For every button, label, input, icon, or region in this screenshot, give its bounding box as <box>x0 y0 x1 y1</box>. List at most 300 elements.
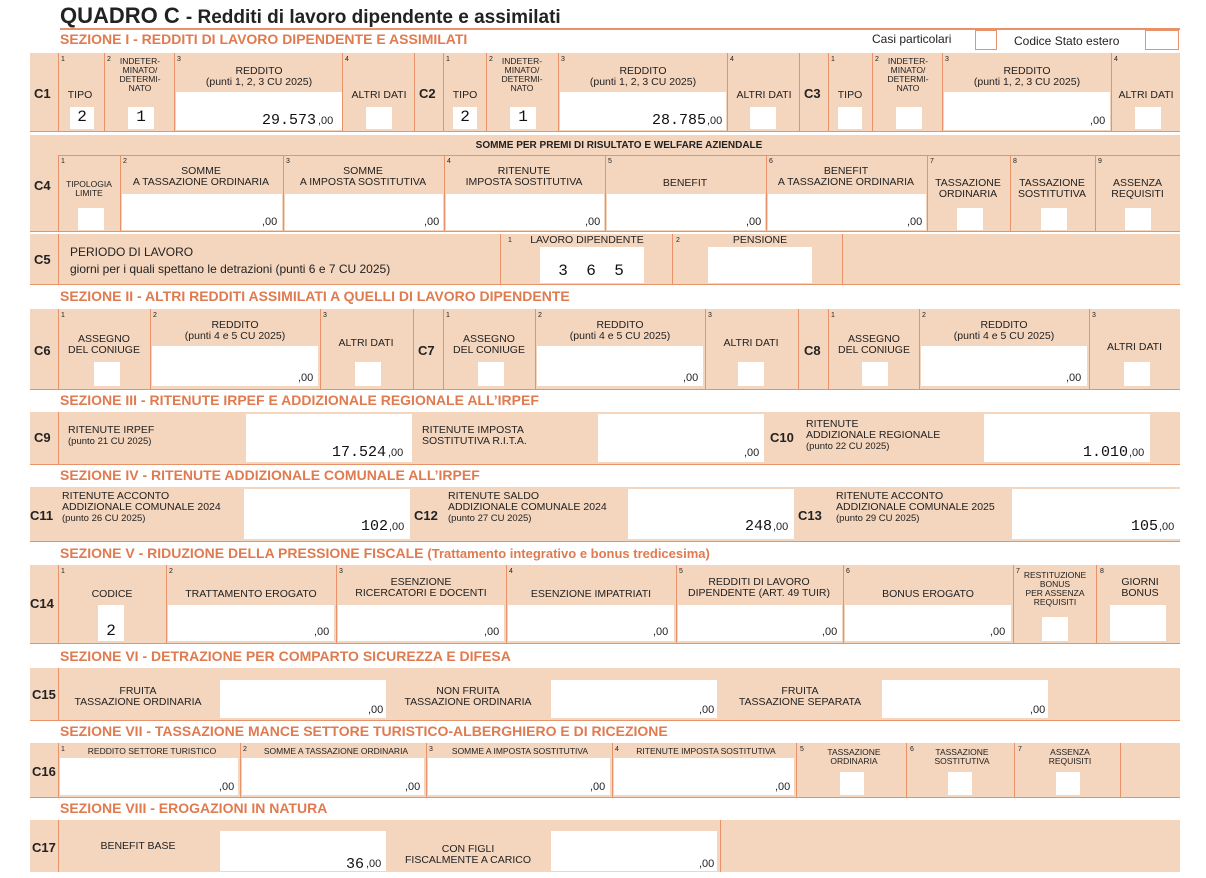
c15-non-fruita-label <box>388 686 548 708</box>
c8-reddito-1: REDDITO <box>980 319 1028 331</box>
c16-n1: 1 <box>61 746 65 753</box>
c2-tipo-label: TIPO <box>452 89 478 101</box>
c16-reddito-box[interactable] <box>60 758 238 795</box>
c4-heading-line <box>58 155 1180 156</box>
c16-tass-ord-label <box>804 748 904 766</box>
c7-reddito-1: REDDITO <box>596 319 644 331</box>
c14-n1: 1 <box>61 568 65 575</box>
c13-label-3: (punto 29 CU 2025) <box>836 513 920 524</box>
c2-reddito-punti: (punti 1, 2, 3 CU 2025) <box>589 76 697 88</box>
c5-pensione-box[interactable] <box>708 247 812 283</box>
c9-rita-label <box>422 425 592 447</box>
c16-tass-sost-label <box>912 748 1012 766</box>
row-label-c12: C12 <box>414 508 438 523</box>
c8-reddito-2: (punti 4 e 5 CU 2025) <box>953 330 1055 342</box>
c5-digit-1: 3 <box>558 262 568 280</box>
row-label-c13: C13 <box>798 508 822 523</box>
c3-reddito-label <box>944 66 1110 88</box>
c16-n4: 4 <box>615 746 619 753</box>
c1-indet-1: INDETER- <box>119 56 161 66</box>
c16-rit-sost-dec: ,00 <box>775 781 791 793</box>
c14-n6: 6 <box>846 568 850 575</box>
c14-redditi-2: DIPENDENTE (ART. 49 TUIR) <box>688 587 830 599</box>
c4-ritenute-1: RITENUTE <box>497 165 551 177</box>
c17-figli-dec: ,00 <box>699 858 715 870</box>
row-label-c14: C14 <box>30 596 54 611</box>
c6-reddito-2: (punti 4 e 5 CU 2025) <box>184 330 286 342</box>
c3-reddito-box[interactable] <box>944 92 1110 130</box>
c4-tass-sost-box[interactable] <box>1041 208 1067 230</box>
c10-label-2: ADDIZIONALE REGIONALE <box>806 429 941 441</box>
c4-assenza-box[interactable] <box>1125 208 1151 230</box>
c16-reddito-dec: ,00 <box>219 781 235 793</box>
c1-reddito-title: REDDITO <box>235 65 283 77</box>
c4-ritenute-box[interactable] <box>446 194 604 230</box>
section-1-title: SEZIONE I - REDDITI DI LAVORO DIPENDENTE E ASSIMILATI <box>60 31 468 47</box>
c4-somme-sost-box[interactable] <box>285 194 443 230</box>
c6-c8-bottom <box>30 389 1180 390</box>
c12-dec: ,00 <box>773 521 789 533</box>
c6-altri-label: ALTRI DATI <box>338 337 394 349</box>
c2-indet-4: NATO <box>510 83 534 93</box>
row-label-c9: C9 <box>34 430 51 445</box>
codice-stato-box[interactable] <box>1145 30 1179 50</box>
c2-div2 <box>486 53 487 131</box>
c16-somme-ord-box[interactable] <box>242 758 424 795</box>
c14-bonus-box[interactable] <box>845 605 1011 641</box>
c4-n8: 8 <box>1013 158 1017 165</box>
c14-bonus-dec: ,00 <box>990 626 1006 638</box>
c16-assenza-1: ASSENZA <box>1050 747 1090 757</box>
c1-altri-box[interactable] <box>366 107 392 129</box>
c2-div0 <box>414 53 415 131</box>
c8-reddito-dec: ,00 <box>1066 372 1082 384</box>
section-4-title: SEZIONE IV - RITENUTE ADDIZIONALE COMUNALE ALL’IRPEF <box>60 467 480 483</box>
c16-assenza-label <box>1020 748 1120 766</box>
c14-trattamento-dec: ,00 <box>314 626 330 638</box>
c14-rest-label <box>1016 571 1094 607</box>
c15-fruita-label <box>58 686 218 708</box>
c4-benefit-box[interactable] <box>607 194 765 230</box>
c2-div1 <box>443 53 444 131</box>
c14-rest-4: REQUISITI <box>1033 597 1077 607</box>
c4-assenza-label <box>1095 178 1180 200</box>
c4-tass-ord-box[interactable] <box>957 208 983 230</box>
c4-tass-sost-label <box>1010 178 1094 200</box>
section-2-title: SEZIONE II - ALTRI REDDITI ASSIMILATI A QUELLI DI LAVORO DIPENDENTE <box>60 288 570 304</box>
c4-tass-ord-2: ORDINARIA <box>938 188 998 200</box>
c1-div2 <box>104 53 105 131</box>
c14-n5: 5 <box>679 568 683 575</box>
c16-somme-sost-label: SOMME A IMPOSTA SOSTITUTIVA <box>451 746 589 756</box>
c5-lav-dip-label: LAVORO DIPENDENTE <box>530 234 644 246</box>
c14-div4 <box>506 565 507 643</box>
c2-indet-3: DETERMI- <box>501 74 543 84</box>
c5-pensione-label: PENSIONE <box>732 234 788 246</box>
c9-value: 17.524 <box>331 444 386 461</box>
c4-assenza-1: ASSENZA <box>1112 177 1162 189</box>
c16-div4 <box>612 743 613 797</box>
c7-reddito-box[interactable] <box>537 346 703 386</box>
c14-trattamento-label: TRATTAMENTO EROGATO <box>185 588 317 600</box>
c1-reddito-label <box>176 66 342 88</box>
c8-reddito-box[interactable] <box>921 346 1087 386</box>
c5-digit-2: 6 <box>586 262 596 280</box>
c8-div0 <box>798 309 799 389</box>
c14-rest-box[interactable] <box>1042 617 1068 641</box>
c16-div2 <box>240 743 241 797</box>
c4-ritenute-label <box>444 166 604 188</box>
c17-benefit-value: 36 <box>345 856 364 873</box>
c16-rit-sost-box[interactable] <box>614 758 794 795</box>
c4-ritenute-2: IMPOSTA SOSTITUTIVA <box>465 176 583 188</box>
c14-giorni-label <box>1110 577 1170 599</box>
c5-n2: 2 <box>676 237 680 244</box>
c16-n5: 5 <box>800 746 804 753</box>
c16-n3: 3 <box>429 746 433 753</box>
c1-tipo-label: TIPO <box>67 89 93 101</box>
c3-indet-2: MINATO/ <box>890 65 926 75</box>
c1-indet-value: 1 <box>136 108 146 126</box>
c4-somme-ord-1: SOMME <box>181 165 221 177</box>
c17-figli-label <box>388 844 548 866</box>
c4-tipologia-label <box>58 180 120 198</box>
c9-rita-box[interactable] <box>598 414 764 462</box>
c14-div1 <box>58 565 59 643</box>
c16-somme-sost-box[interactable] <box>428 758 610 795</box>
c7-assegno-label <box>443 334 535 356</box>
c13-label-1: RITENUTE ACCONTO <box>836 490 944 502</box>
c3-indet-4: NATO <box>896 83 920 93</box>
c6-div3 <box>320 309 321 389</box>
c3-reddito-title: REDDITO <box>1003 65 1051 77</box>
c1-n3: 3 <box>177 56 181 63</box>
c14-redditi-1: REDDITI DI LAVORO <box>708 576 810 588</box>
c14-n8: 8 <box>1100 568 1104 575</box>
c2-div4 <box>727 53 728 131</box>
c9-rita-2: SOSTITUTIVA R.I.T.A. <box>422 435 527 447</box>
c15-bottom <box>30 720 1180 721</box>
c4-assenza-2: REQUISITI <box>1111 188 1164 200</box>
c16-tass-sost-box[interactable] <box>948 772 972 795</box>
row-label-c3: C3 <box>804 86 821 101</box>
c2-indet-label <box>492 57 552 93</box>
c15-fruita-dec: ,00 <box>368 704 384 716</box>
c5-div1 <box>58 234 59 284</box>
c7-reddito-2: (punti 4 e 5 CU 2025) <box>569 330 671 342</box>
c1-n1: 1 <box>61 56 65 63</box>
c4-somme-ord-dec: ,00 <box>262 216 278 228</box>
row-label-c16: C16 <box>32 764 56 779</box>
casi-particolari-label: Casi particolari <box>872 32 952 46</box>
c1-c3-bottom <box>30 131 1180 132</box>
c14-n4: 4 <box>509 568 513 575</box>
c5-div2 <box>500 234 501 284</box>
c8-assegno-box[interactable] <box>862 362 888 386</box>
c8-altri-label: ALTRI DATI <box>1106 341 1163 353</box>
c3-div0 <box>799 53 800 131</box>
c6-altri-box[interactable] <box>355 362 381 386</box>
c14-bottom <box>30 643 1180 644</box>
c2-indet-value: 1 <box>518 108 528 126</box>
c5-n1: 1 <box>508 237 512 244</box>
c14-impatriati-box[interactable] <box>508 605 674 641</box>
c1-div3 <box>174 53 175 131</box>
c6-assegno-2: DEL CONIUGE <box>68 344 140 356</box>
c7-reddito-label <box>535 320 705 342</box>
c15-non-fruita-dec: ,00 <box>699 704 715 716</box>
c5-periodo: PERIODO DI LAVORO <box>70 245 194 259</box>
c14-giorni-2: BONUS <box>1121 587 1159 599</box>
c1-reddito-punti: (punti 1, 2, 3 CU 2025) <box>205 76 313 88</box>
c15-sep-box[interactable] <box>882 680 1048 718</box>
c6-n1: 1 <box>61 312 65 319</box>
c12-label-2: ADDIZIONALE COMUNALE 2024 <box>448 501 607 513</box>
c2-n2: 2 <box>489 56 493 63</box>
c13-label <box>836 491 1016 524</box>
c15-sep-1: FRUITA <box>781 685 819 697</box>
c4-somme-ord-box[interactable] <box>122 194 282 230</box>
section-5-main: SEZIONE V - RIDUZIONE DELLA PRESSIONE FISCALE <box>60 545 424 561</box>
c16-reddito-label: REDDITO SETTORE TURISTICO <box>87 746 217 756</box>
c14-trattamento-box[interactable] <box>168 605 334 641</box>
c4-benefit-dec: ,00 <box>746 216 762 228</box>
c5-bottom <box>30 284 1180 285</box>
c1-n4: 4 <box>345 56 349 63</box>
c4-benefit-label: BENEFIT <box>662 177 708 189</box>
c8-assegno-label <box>828 334 920 356</box>
c3-div3 <box>942 53 943 131</box>
c12-value: 248 <box>744 518 772 535</box>
c15-fruita-box[interactable] <box>220 680 386 718</box>
c4-somme-ord-label <box>120 166 282 188</box>
c16-n7: 7 <box>1018 746 1022 753</box>
row-label-c10: C10 <box>770 430 794 445</box>
c17-benefit-dec: ,00 <box>366 858 382 870</box>
c14-esenzione-dec: ,00 <box>484 626 500 638</box>
c4-div5 <box>605 155 606 231</box>
c10-dec: ,00 <box>1129 447 1145 459</box>
c3-tipo-box[interactable] <box>838 107 862 129</box>
c4-tass-sost-2: SOSTITUTIVA <box>1017 188 1087 200</box>
c7-assegno-1: ASSEGNO <box>463 333 515 345</box>
quadro-title <box>60 3 561 29</box>
c6-reddito-1: REDDITO <box>211 319 259 331</box>
row-label-c11: C11 <box>30 508 54 523</box>
section-3-title: SEZIONE III - RITENUTE IRPEF E ADDIZIONALE REGIONALE ALL’IRPEF <box>60 392 539 408</box>
c10-label <box>806 419 986 452</box>
c8-altri-box[interactable] <box>1124 362 1150 386</box>
c8-assegno-2: DEL CONIUGE <box>838 344 910 356</box>
c15-sep-2: TASSAZIONE SEPARATA <box>738 696 862 708</box>
c7-div3 <box>705 309 706 389</box>
c4-somme-sost-dec: ,00 <box>424 216 440 228</box>
c15-sep-dec: ,00 <box>1030 704 1046 716</box>
c5-div3 <box>672 234 673 284</box>
c16-somme-sost-dec: ,00 <box>590 781 606 793</box>
c6-reddito-label <box>150 320 320 342</box>
c11-value: 102 <box>360 518 388 535</box>
c1-reddito-value: 29.573 <box>261 112 316 129</box>
c3-reddito-punti: (punti 1, 2, 3 CU 2025) <box>973 76 1081 88</box>
c4-tass-ord-1: TASSAZIONE <box>935 177 1001 189</box>
c8-assegno-1: ASSEGNO <box>848 333 900 345</box>
c4-benefit-ord-2: A TASSAZIONE ORDINARIA <box>777 176 915 188</box>
c16-n6: 6 <box>910 746 914 753</box>
c6-n3: 3 <box>323 312 327 319</box>
c4-tipologia-2: LIMITE <box>75 188 103 198</box>
c16-rit-sost-label: RITENUTE IMPOSTA SOSTITUTIVA <box>636 746 776 756</box>
c6-assegno-1: ASSEGNO <box>78 333 130 345</box>
c14-esenzione-2: RICERCATORI E DOCENTI <box>355 587 487 599</box>
c6-assegno-box[interactable] <box>94 362 120 386</box>
c6-reddito-box[interactable] <box>152 346 318 386</box>
c15-non-fruita-box[interactable] <box>551 680 717 718</box>
c1-tipo-value: 2 <box>77 108 87 126</box>
c13-label-2: ADDIZIONALE COMUNALE 2025 <box>836 501 995 513</box>
c14-codice-value: 2 <box>106 622 116 640</box>
c1-div4 <box>342 53 343 131</box>
c2-div3 <box>558 53 559 131</box>
row-label-c15: C15 <box>32 687 56 702</box>
c6-reddito-dec: ,00 <box>298 372 314 384</box>
c11-label-1: RITENUTE ACCONTO <box>62 490 170 502</box>
c13-dec: ,00 <box>1159 521 1175 533</box>
c14-esenzione-1: ESENZIONE <box>390 576 452 588</box>
c3-indet-3: DETERMI- <box>887 74 929 84</box>
c15-non-fruita-2: TASSAZIONE ORDINARIA <box>404 696 532 708</box>
c4-tipologia-box[interactable] <box>78 208 104 230</box>
row-label-c7: C7 <box>418 343 435 358</box>
c16-div1 <box>58 743 59 797</box>
c4-benefit-ord-dec: ,00 <box>907 216 923 228</box>
c4-somme-sost-label <box>283 166 443 188</box>
c9-div1 <box>58 412 59 464</box>
c1-reddito-dec: ,00 <box>318 115 334 127</box>
c16-div3 <box>426 743 427 797</box>
c3-div1 <box>828 53 829 131</box>
c16-tass-ord-box[interactable] <box>840 772 864 795</box>
c3-altri-label: ALTRI DATI <box>1118 89 1174 101</box>
c14-giorni-1: GIORNI <box>1121 576 1159 588</box>
c13-value: 105 <box>1130 518 1158 535</box>
c2-altri-box[interactable] <box>750 107 776 129</box>
c11-label-2: ADDIZIONALE COMUNALE 2024 <box>62 501 221 513</box>
c14-codice-label: CODICE <box>91 588 133 600</box>
c4-n7: 7 <box>930 158 934 165</box>
c7-reddito-dec: ,00 <box>683 372 699 384</box>
casi-particolari-box[interactable] <box>975 30 997 50</box>
c7-n1: 1 <box>446 312 450 319</box>
c16-somme-ord-dec: ,00 <box>405 781 421 793</box>
c2-altri-label: ALTRI DATI <box>736 89 792 101</box>
c7-assegno-box[interactable] <box>478 362 504 386</box>
c16-assenza-box[interactable] <box>1056 772 1080 795</box>
row-label-c8: C8 <box>804 343 821 358</box>
c9-dec: ,00 <box>388 447 404 459</box>
c16-div5 <box>796 743 797 797</box>
c4-tipologia-1: TIPOLOGIA <box>66 179 112 189</box>
c14-esenzione-box[interactable] <box>338 605 504 641</box>
c4-n9: 9 <box>1098 158 1102 165</box>
c3-n3: 3 <box>945 56 949 63</box>
c14-n7: 7 <box>1016 568 1020 575</box>
c14-rest-1: RESTITUZIONE <box>1023 570 1087 580</box>
c7-altri-box[interactable] <box>738 362 764 386</box>
section-7-title: SEZIONE VII - TASSAZIONE MANCE SETTORE TURISTICO-ALBERGHIERO E DI RICEZIONE <box>60 723 668 739</box>
row-label-c2: C2 <box>419 86 436 101</box>
c16-div6 <box>906 743 907 797</box>
c4-n4: 4 <box>447 158 451 165</box>
c16-somme-ord-label: SOMME A TASSAZIONE ORDINARIA <box>263 746 409 756</box>
c11-label <box>62 491 242 524</box>
c1-altri-label: ALTRI DATI <box>351 89 407 101</box>
c3-indet-box[interactable] <box>896 107 922 129</box>
c3-n4: 4 <box>1114 56 1118 63</box>
c16-tass-ord-2: ORDINARIA <box>830 756 878 766</box>
c17-figli-box[interactable] <box>551 831 717 871</box>
c8-n3: 3 <box>1092 312 1096 319</box>
row-label-c6: C6 <box>34 343 51 358</box>
c14-rest-2: BONUS <box>1039 579 1071 589</box>
quadro-title-main: QUADRO C <box>60 3 180 28</box>
c4-n2: 2 <box>123 158 127 165</box>
c2-reddito-dec: ,00 <box>707 115 723 127</box>
c9-label-1: RITENUTE IRPEF <box>68 424 155 436</box>
c14-rest-3: PER ASSENZA <box>1025 588 1085 598</box>
c14-redditi-dec: ,00 <box>822 626 838 638</box>
c4-bottom <box>30 231 1180 232</box>
c11-label-3: (punto 26 CU 2025) <box>62 513 146 524</box>
c2-tipo-value: 2 <box>460 108 470 126</box>
c4-tass-ord-label <box>927 178 1009 200</box>
c10-label-3: (punto 22 CU 2025) <box>806 441 890 452</box>
c4-n6: 6 <box>769 158 773 165</box>
row-label-c5: C5 <box>34 252 51 267</box>
c6-n2: 2 <box>153 312 157 319</box>
c11-bottom <box>30 541 1180 542</box>
c1-indet-4: NATO <box>128 83 152 93</box>
c3-altri-box[interactable] <box>1135 107 1161 129</box>
c2-n3: 3 <box>561 56 565 63</box>
c14-impatriati-label: ESENZIONE IMPATRIATI <box>530 588 652 600</box>
c6-assegno-label <box>58 334 150 356</box>
c4-benefit-ord-box[interactable] <box>768 194 926 230</box>
c4-heading: SOMME PER PREMI DI RISULTATO E WELFARE AZIENDALE <box>475 140 763 151</box>
c14-giorni-box[interactable] <box>1110 605 1166 641</box>
c4-benefit-ord-label <box>766 166 926 188</box>
c2-reddito-value: 28.785 <box>651 112 706 129</box>
c9-rita-dec: ,00 <box>744 447 760 459</box>
row-label-c17: C17 <box>32 840 56 855</box>
c3-div2 <box>872 53 873 131</box>
c4-somme-ord-2: A TASSAZIONE ORDINARIA <box>132 176 270 188</box>
c10-label-1: RITENUTE <box>806 418 859 430</box>
c14-div2 <box>166 565 167 643</box>
c4-tass-sost-1: TASSAZIONE <box>1019 177 1085 189</box>
c15-non-fruita-1: NON FRUITA <box>436 685 500 697</box>
c16-n2: 2 <box>243 746 247 753</box>
quadro-title-sub: - Redditi di lavoro dipendente e assimilati <box>185 7 561 28</box>
c1-div1 <box>58 53 59 131</box>
c16-tass-ord-1: TASSAZIONE <box>827 747 881 757</box>
c16-tass-sost-1: TASSAZIONE <box>935 747 989 757</box>
c14-redditi-box[interactable] <box>678 605 842 641</box>
section-5-sub: (Trattamento integrativo e bonus tredicesima) <box>427 546 710 561</box>
c15-fruita-2: TASSAZIONE ORDINARIA <box>74 696 202 708</box>
c11-dec: ,00 <box>389 521 405 533</box>
c12-label-3: (punto 27 CU 2025) <box>448 513 532 524</box>
